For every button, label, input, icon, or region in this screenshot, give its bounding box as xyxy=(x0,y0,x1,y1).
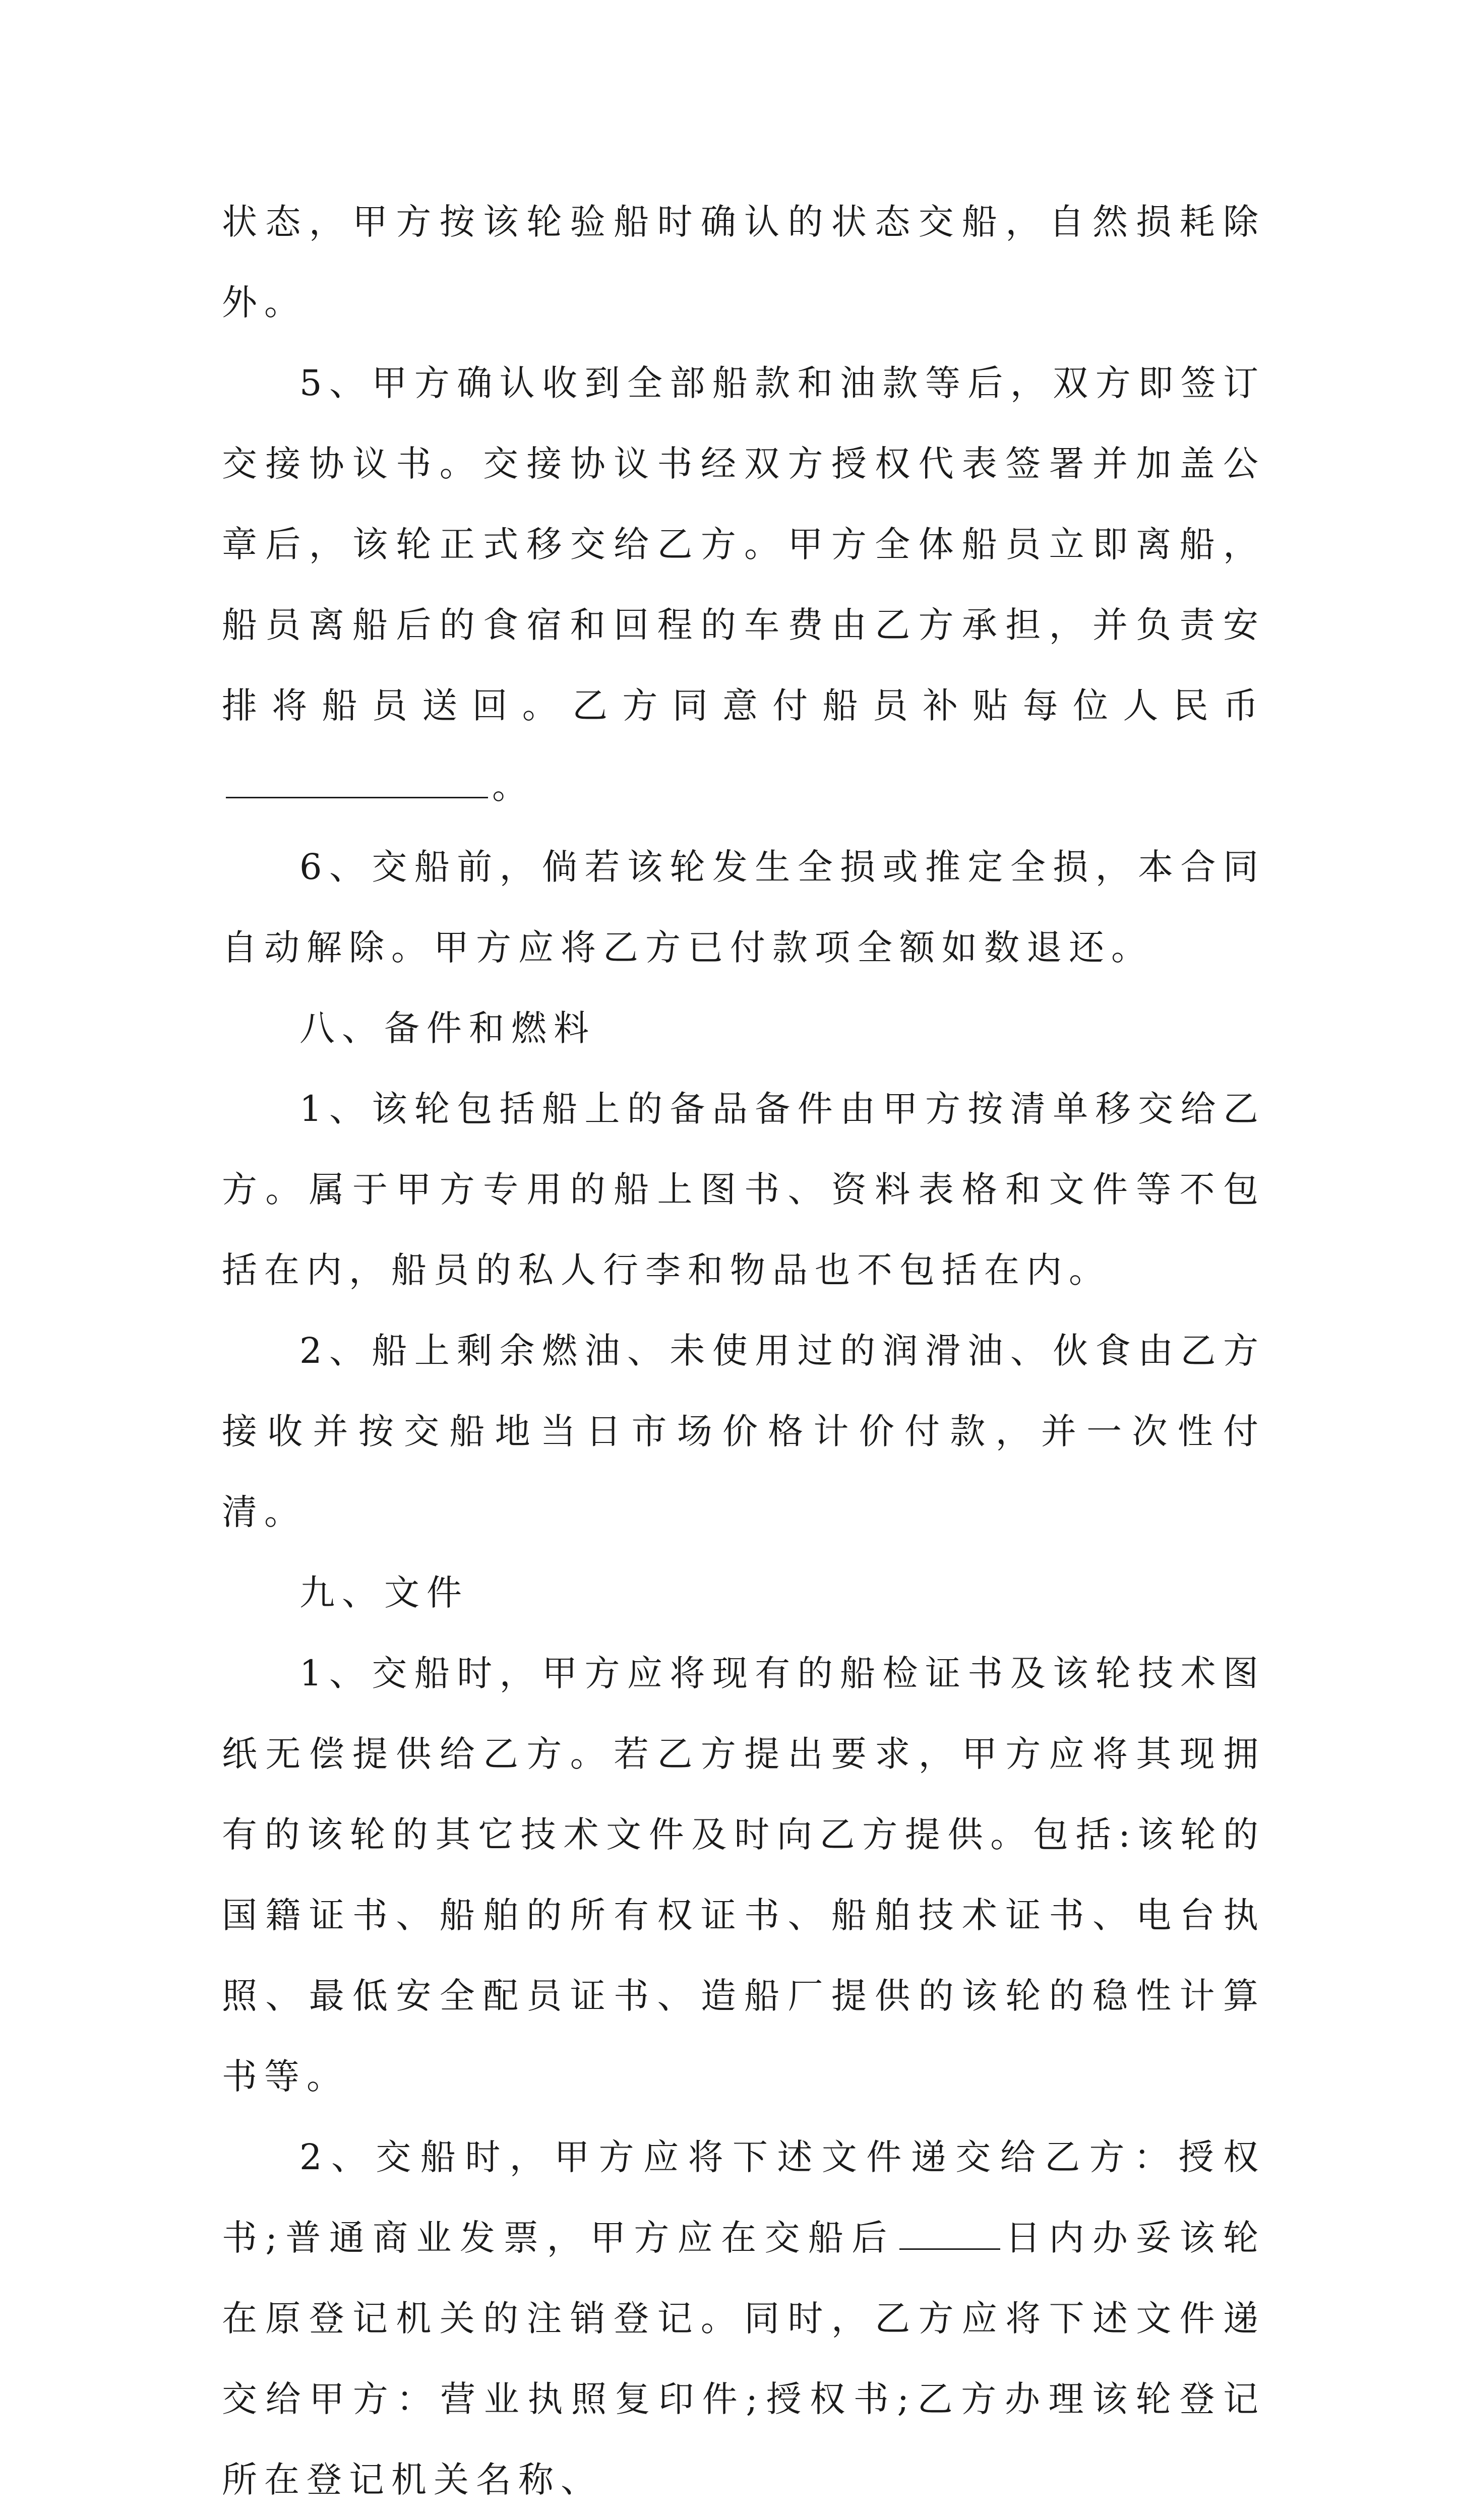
paragraph-text: 。 xyxy=(492,766,534,807)
paragraph-text: 5、甲方确认收到全部船款和油款等后，双方即签订交接协议书。交接协议书经双方授权代表签署并加盖公章后，该轮正式移交给乙方。甲方全体船员立即离船，船员离船后的食宿和回程的车费由乙方承担，并负责安排将船员送回。乙方同意付船员补贴每位人民币 xyxy=(222,362,1265,726)
document-body xyxy=(222,181,1265,2520)
paragraph-text: 日内办妥该轮在原登记机关的注销登记。同时，乙方应将下述文件递交给甲方：营业执照复印件;授权书;乙方办理该轮登记所在登记机关名称、 xyxy=(222,2217,1265,2500)
blank-crew-subsidy xyxy=(226,766,488,798)
paragraph-handover-agreement xyxy=(222,343,1265,827)
paragraph-fuel: 2、船上剩余燃油、未使用过的润滑油、伙食由乙方接收并按交船地当日市场价格计价付款，并一次性付清。 xyxy=(222,1330,1265,1533)
paragraph-text: 2、交船时，甲方应将下述文件递交给乙方：授权书;普通商业发票，甲方应在交船后 xyxy=(222,2136,1265,2258)
paragraph-total-loss: 6、交船前，倘若该轮发生全损或推定全损，本合同自动解除。甲方应将乙方已付款项全额如数退还。 xyxy=(222,846,1265,968)
section-heading-documents: 九、文件 xyxy=(299,1572,469,1613)
paragraph-delivery-condition: 状态，甲方按该轮验船时确认的状态交船，自然损耗除外。 xyxy=(222,201,1265,323)
paragraph-spare-parts: 1、该轮包括船上的备品备件由甲方按清单移交给乙方。属于甲方专用的船上图书、资料表格和文件等不包括在内，船员的私人行李和物品也不包括在内。 xyxy=(222,1088,1265,1291)
paragraph-certificates: 1、交船时，甲方应将现有的船检证书及该轮技术图纸无偿提供给乙方。若乙方提出要求，甲方应将其现拥有的该轮的其它技术文件及时向乙方提供。包括:该轮的国籍证书、船舶的所有权证书、船舶技术证书、电台执照、最低安全配员证书、造船厂提供的该轮的稳性计算书等。 xyxy=(222,1653,1265,2097)
paragraph-document-exchange xyxy=(222,2117,1265,2520)
blank-deregistration-days xyxy=(899,2217,1000,2250)
section-heading-spare-parts: 八、备件和燃料 xyxy=(299,1007,596,1049)
